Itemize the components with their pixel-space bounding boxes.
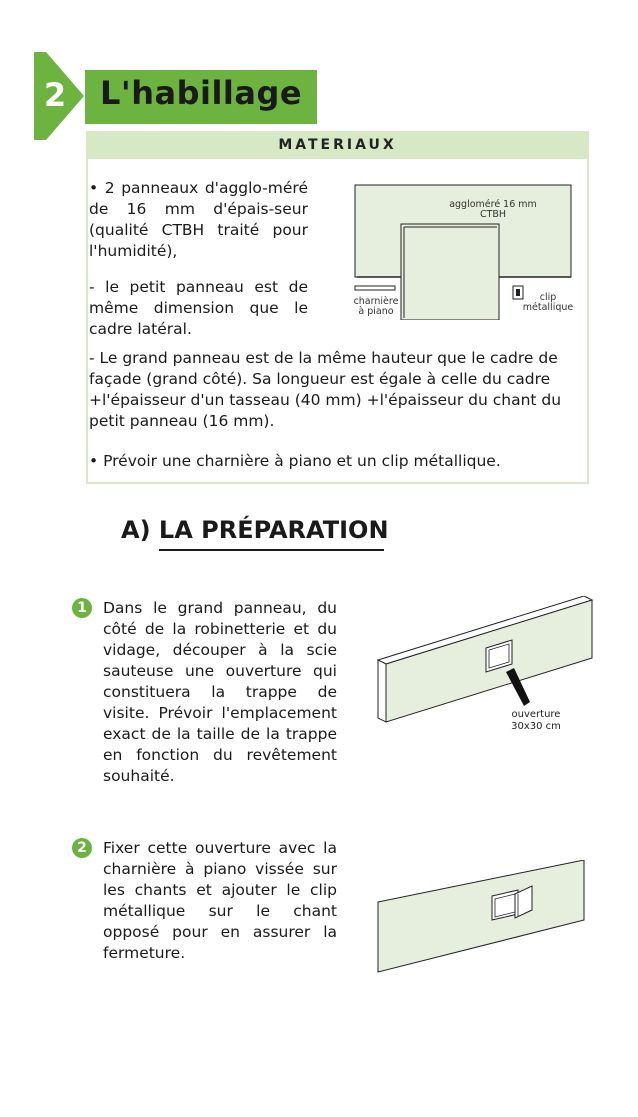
materials-bullet-hardware: • Prévoir une charnière à piano et un clip métallique.: [89, 452, 501, 470]
page-title: L'habillage: [100, 74, 303, 112]
step-2-text: Fixer cette ouverture avec la charnière à piano vissée sur les chants et ajouter le clip métallique sur le chant opposé pour en assurer la fermeture.: [103, 839, 337, 962]
step-1-diagram: [372, 596, 598, 754]
hinge-icon: [355, 286, 395, 290]
materials-small-panel: - le petit panneau est de même dimension que le cadre latéral.: [89, 278, 308, 338]
step-1-badge: 1: [72, 598, 92, 618]
materials-diagram: [343, 180, 581, 320]
section-underline: [159, 549, 384, 551]
clip-label-1: clip: [539, 292, 557, 303]
materials-bullet-panels: • 2 panneaux d'agglo-méré de 16 mm d'épais-seur (qualité CTBH traité pour l'humidité),: [89, 179, 308, 260]
clip-label-2: métallique: [522, 302, 574, 313]
step-2-diagram: [372, 860, 598, 978]
opening-label-1: ouverture: [511, 709, 561, 720]
opening-label-2: 30x30 cm: [511, 721, 561, 732]
step-1-text: Dans le grand panneau, du côté de la robinetterie et du vidage, découper à la scie sauteuse une ouverture qui constituera la trappe de visite. Prévoir l'emplacement exact de la taille de la trappe en fonction du revêtement souhaité.: [103, 599, 337, 785]
section-heading: [121, 516, 389, 544]
section-number: 2: [43, 76, 67, 114]
board-label-1: aggloméré 16 mm: [449, 199, 537, 210]
hinge-label-1: charnière: [353, 296, 399, 307]
materials-title: MATERIAUX: [278, 137, 397, 153]
materials-big-panel: - Le grand panneau est de la même hauteur que le cadre de façade (grand côté). Sa longueur est égale à celle du cadre +l'épaisseur d'un tasseau (40 mm) +l'épaisseur du chant du petit panneau (16 mm).: [89, 349, 562, 430]
step-2-badge: 2: [72, 838, 92, 858]
section-letter: A): [121, 516, 151, 544]
section-title: LA PRÉPARATION: [158, 516, 389, 544]
hinge-label-2: à piano: [358, 306, 394, 317]
board-label-2: CTBH: [479, 209, 507, 220]
